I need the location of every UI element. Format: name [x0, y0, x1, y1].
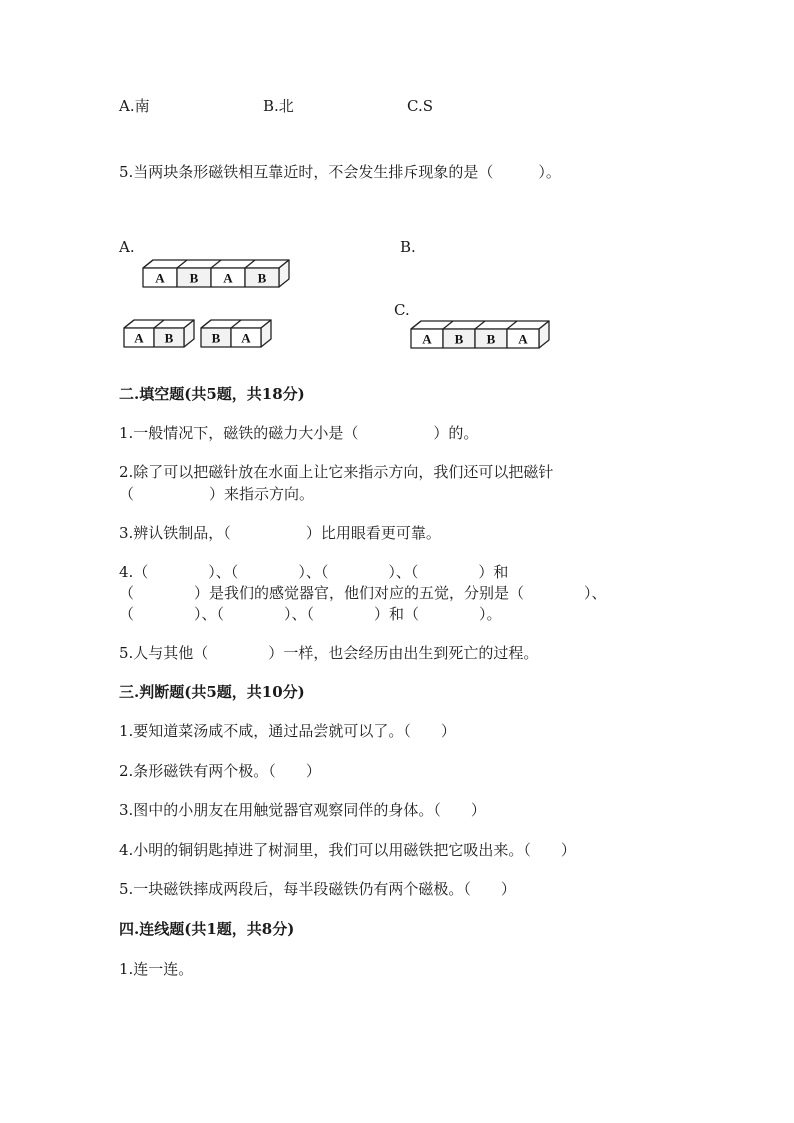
judge-question-5: 5.一块磁铁摔成两段后，每半段磁铁仍有两个磁极。（ ） [119, 880, 516, 898]
match-question-1: 1.连一连。 [119, 960, 194, 978]
judge-question-3: 3.图中的小朋友在用触觉器官观察同伴的身体。（ ） [119, 801, 486, 819]
fill-question-2-line-1: 2.除了可以把磁针放在水面上让它来指示方向，我们还可以把磁针 [119, 463, 554, 481]
magnet-pole-label: B [164, 330, 174, 346]
question-5-text: 5.当两块条形磁铁相互靠近时，不会发生排斥现象的是（ ）。 [119, 163, 561, 181]
fill-question-4-line-1: 4.（ ）、（ ）、（ ）、（ ）和 [119, 563, 509, 581]
fill-question-2-line-2: （ ）来指示方向。 [119, 485, 315, 503]
option-c-label: C. [394, 301, 410, 319]
magnet-pole-label: B [211, 330, 221, 346]
magnet-pole-label: A [422, 331, 432, 347]
magnet-pole-label: A [155, 270, 165, 286]
magnet-figure-a [142, 259, 287, 289]
magnet-pole-label: B [257, 270, 267, 286]
magnet-pole-label: A [518, 331, 528, 347]
magnet-pole-label: B [189, 270, 199, 286]
option-b: B.北 [263, 97, 294, 115]
magnet-pole-label: A [223, 270, 233, 286]
fill-question-4-line-3: （ ）、（ ）、（ ）和（ ）。 [119, 605, 502, 623]
magnet-figure-c [410, 320, 555, 350]
magnet-figure-b-left [123, 319, 195, 351]
option-b-label: B. [400, 238, 416, 256]
section-4-title: 四.连线题(共1题，共8分) [119, 920, 295, 938]
option-a: A.南 [119, 97, 150, 115]
fill-question-4-line-2: （ ）是我们的感觉器官，他们对应的五觉，分别是（ ）、 [119, 584, 607, 602]
judge-question-4: 4.小明的铜钥匙掉进了树洞里，我们可以用磁铁把它吸出来。（ ） [119, 841, 576, 859]
option-c: C.S [407, 97, 433, 115]
option-a-label: A. [119, 238, 135, 256]
fill-question-1: 1.一般情况下，磁铁的磁力大小是（ ）的。 [119, 424, 479, 442]
magnet-figure-b-right [200, 319, 276, 351]
judge-question-1: 1.要知道菜汤咸不咸，通过品尝就可以了。（ ） [119, 722, 456, 740]
fill-question-5: 5.人与其他（ ）一样，也会经历由出生到死亡的过程。 [119, 644, 539, 662]
magnet-pole-label: A [241, 330, 251, 346]
section-2-title: 二.填空题(共5题，共18分) [119, 385, 305, 403]
judge-question-2: 2.条形磁铁有两个极。（ ） [119, 762, 321, 780]
section-3-title: 三.判断题(共5题，共10分) [119, 683, 305, 701]
magnet-pole-label: A [134, 330, 144, 346]
magnet-pole-label: B [486, 331, 496, 347]
fill-question-3: 3.辨认铁制品，（ ）比用眼看更可靠。 [119, 524, 441, 542]
magnet-pole-label: B [454, 331, 464, 347]
